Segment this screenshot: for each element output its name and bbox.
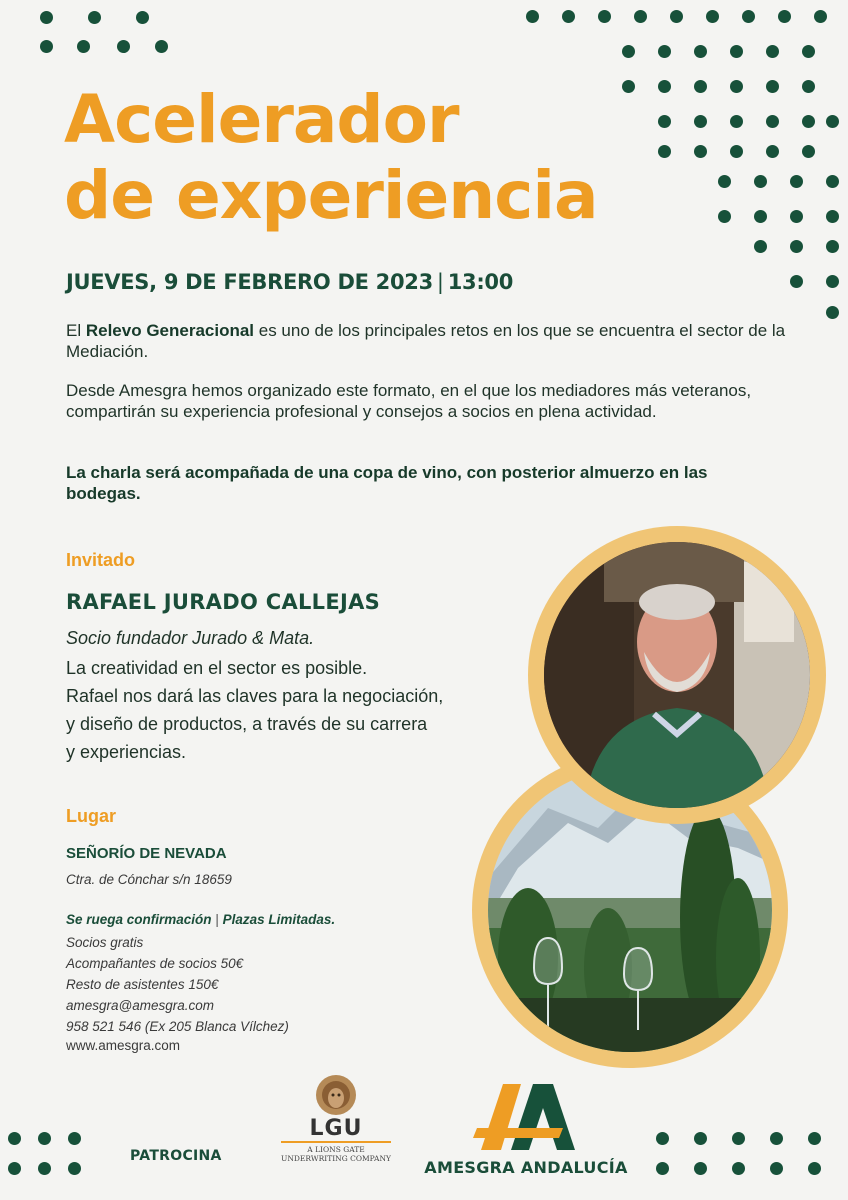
- sponsor-label: PATROCINA: [130, 1148, 222, 1164]
- event-title: [64, 82, 598, 234]
- intro-p1-highlight: Relevo Generacional: [85, 321, 255, 340]
- lgu-tagline-line-1: A LIONS GATE: [307, 1145, 365, 1154]
- guest-description-line: Rafael nos dará las claves para la negociación,: [66, 686, 444, 706]
- venue-section-label: Lugar: [66, 806, 117, 826]
- title-line-2: de experiencia: [64, 157, 598, 234]
- intro-paragraph-2: Desde Amesgra hemos organizado este formato, en el que los mediadores más veteranos, compartirán su experiencia profesional y consejos a socios en plena actividad.: [66, 381, 752, 421]
- confirmation-note: [66, 912, 335, 927]
- decorative-dots-bottom-left: [0, 1120, 120, 1200]
- guest-description: [66, 654, 526, 766]
- guest-role: Socio fundador Jurado & Mata.: [66, 628, 315, 648]
- lgu-name: LGU: [309, 1116, 363, 1141]
- info-line: Resto de asistentes 150€: [66, 977, 219, 992]
- lgu-tagline: [268, 1145, 404, 1163]
- intro-paragraph-3: La charla será acompañada de una copa de vino, con posterior almuerzo en las bodegas.: [66, 463, 708, 503]
- info-line: Acompañantes de socios 50€: [66, 956, 244, 971]
- date-separator: |: [436, 270, 444, 294]
- lgu-logo: [268, 1072, 404, 1163]
- event-time: 13:00: [447, 270, 514, 294]
- intro-p1-prefix: El: [66, 321, 86, 340]
- guest-description-line: y experiencias.: [66, 742, 187, 762]
- amesgra-aa-icon: [471, 1080, 581, 1152]
- decorative-dots-bottom-right: [650, 1120, 848, 1200]
- limited-seats-text: Plazas Limitadas.: [222, 912, 336, 927]
- venue-address: Ctra. de Cónchar s/n 18659: [66, 872, 232, 887]
- intro-p1-suffix: es uno de los principales retos en los que se encuentra el sector de la Mediación.: [66, 321, 786, 361]
- event-date-time: [66, 270, 513, 294]
- amesgra-logo: [416, 1080, 636, 1177]
- pricing-contact-list: [66, 932, 289, 1037]
- guest-portrait-image: [544, 542, 810, 808]
- guest-description-line: La creatividad en el sector es posible.: [66, 658, 368, 678]
- guest-description-line: y diseño de productos, a través de su carrera: [66, 714, 428, 734]
- lgu-divider: [281, 1141, 391, 1143]
- info-line: Socios gratis: [66, 935, 144, 950]
- guest-photo: [528, 526, 826, 824]
- title-line-1: Acelerador: [64, 81, 459, 158]
- venue-name: SEÑORÍO DE NEVADA: [66, 845, 227, 862]
- event-date: JUEVES, 9 DE FEBRERO DE 2023: [66, 270, 433, 294]
- confirmation-separator: |: [215, 912, 219, 927]
- guest-section-label: Invitado: [66, 550, 136, 570]
- lion-icon: [313, 1072, 359, 1118]
- contact-phone: 958 521 546 (Ex 205 Blanca Vílchez): [66, 1019, 289, 1034]
- intro-paragraph-1: [66, 320, 786, 362]
- lgu-tagline-line-2: UNDERWRITING COMPANY: [281, 1154, 391, 1163]
- contact-email[interactable]: amesgra@amesgra.com: [66, 998, 215, 1013]
- confirmation-text: Se ruega confirmación: [66, 912, 212, 927]
- guest-name: RAFAEL JURADO CALLEJAS: [66, 590, 381, 614]
- amesgra-name: AMESGRA ANDALUCÍA: [424, 1158, 628, 1177]
- website-link[interactable]: www.amesgra.com: [66, 1038, 181, 1053]
- decorative-dots-top-left: [0, 0, 200, 60]
